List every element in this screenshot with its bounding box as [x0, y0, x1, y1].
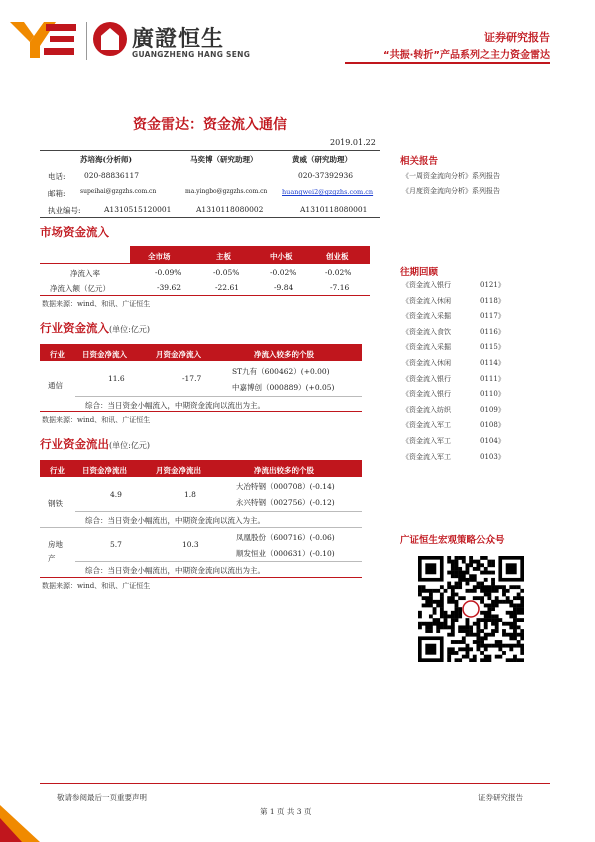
- inflow-table-header: [40, 344, 362, 361]
- market-col-main: 主板: [216, 252, 231, 261]
- history-item-date[interactable]: 0111》: [480, 374, 505, 383]
- title-rule: [40, 150, 380, 151]
- market-row-label: 净流入率: [70, 269, 100, 278]
- history-item-name[interactable]: 《资金流入采掘: [402, 343, 451, 352]
- outflow-monthly: 1.8: [184, 490, 196, 499]
- history-item-name[interactable]: 《资金流入军工: [402, 437, 451, 445]
- inflow-unit: (单位:亿元): [109, 325, 150, 334]
- outflow-title-text: 行业资金流出: [40, 437, 109, 451]
- history-item-date[interactable]: 0116》: [480, 327, 505, 336]
- outflow-col-stocks: 净流出较多的个股: [254, 466, 314, 475]
- outflow-stock: 凤凰股份（600716）(-0.06): [236, 533, 335, 542]
- history-item-date[interactable]: 0121》: [480, 281, 505, 289]
- outflow-stock: 大冶特钢（000708）(-0.14): [236, 482, 335, 491]
- phone-label: 电话:: [48, 172, 66, 181]
- history-item-date[interactable]: 0110》: [480, 390, 505, 399]
- company-seal-icon: [93, 22, 127, 56]
- inflow-source: 数据来源：wind、和讯、广证恒生: [42, 416, 151, 424]
- history-item-date[interactable]: 0117》: [480, 312, 505, 321]
- market-col-sme: 中小板: [270, 252, 293, 261]
- market-cell: -9.84: [274, 283, 294, 292]
- history-item-date[interactable]: 0114》: [480, 359, 505, 367]
- inflow-col-daily: 日资金净流入: [82, 350, 127, 359]
- inflow-row-rule: [75, 396, 362, 397]
- email-label: 邮箱:: [48, 189, 66, 198]
- market-bottom-rule: [40, 295, 370, 296]
- market-cell: -39.62: [157, 283, 182, 292]
- analyst-3-name: 黄威（研究助理）: [292, 155, 352, 164]
- outflow-section-title: [40, 436, 150, 452]
- market-col-gem: 创业板: [326, 252, 349, 261]
- related-reports-title: 相关报告: [400, 156, 439, 167]
- outflow-row-rule: [75, 561, 362, 562]
- history-item-date[interactable]: 0108》: [480, 421, 505, 430]
- inflow-col-stocks: 净流入较多的个股: [254, 350, 314, 359]
- market-table-header: [130, 246, 370, 263]
- outflow-stock: 永兴特钢（002756）(-0.12): [236, 498, 335, 507]
- analyst-3-phone: 020-37392936: [298, 171, 354, 180]
- analyst-3-email[interactable]: huangwei2@gzgzhs.com.cn: [282, 188, 374, 196]
- outflow-summary: 综合：当日资金小幅流出，中期资金流向以流出为主。: [85, 566, 265, 575]
- footer-disclaimer: 敬请参阅最后一页重要声明: [57, 793, 147, 802]
- market-cell: -0.05%: [213, 268, 240, 277]
- history-item-name[interactable]: 《资金流入采掘: [402, 312, 451, 321]
- footer-report-type: 证券研究报告: [478, 793, 523, 802]
- outflow-bottom-rule: [40, 577, 362, 578]
- market-cell: -22.61: [215, 283, 240, 292]
- history-item-name[interactable]: 《资金流入纺织: [402, 405, 451, 414]
- outflow-stock: 顺发恒业（000631）(-0.10): [236, 549, 335, 558]
- analyst-1-name: 苏培海(分析师): [80, 155, 133, 164]
- history-item-name[interactable]: 《资金流入军工: [402, 421, 451, 430]
- outflow-monthly: 10.3: [182, 540, 199, 549]
- analyst-1-email[interactable]: supeihai@gzgzhs.com.cn: [80, 188, 157, 195]
- history-item-name[interactable]: 《资金流入银行: [402, 390, 451, 399]
- market-row-label: 净流入额（亿元）: [50, 284, 110, 293]
- history-item-date[interactable]: 0109》: [480, 405, 505, 414]
- inflow-col-monthly: 月资金净流入: [156, 350, 201, 359]
- inflow-stock: ST九有（600462）(+0.00): [232, 367, 330, 376]
- market-cell: -7.16: [330, 283, 350, 292]
- inflow-daily: 11.6: [108, 374, 125, 383]
- history-item-date[interactable]: 0118》: [480, 296, 505, 305]
- market-col-all: 全市场: [148, 252, 171, 261]
- outflow-industry: 房地产: [48, 540, 63, 563]
- history-item-name[interactable]: 《资金流入军工: [402, 452, 451, 461]
- history-item-date[interactable]: 0104》: [480, 437, 505, 445]
- inflow-summary: 综合：当日资金小幅流入，中期资金流向以流出为主。: [85, 401, 265, 410]
- market-cell: -0.09%: [155, 268, 182, 277]
- report-date: 2019.01.22: [330, 138, 376, 147]
- brand-name-en: GUANGZHENG HANG SENG: [132, 50, 251, 59]
- analyst-1-phone: 020-88836117: [84, 171, 140, 180]
- wechat-title: 广证恒生宏观策略公众号: [400, 535, 505, 546]
- report-series: “共振·转折”产品系列之主力资金雷达: [383, 50, 550, 61]
- history-title: 往期回顾: [400, 267, 439, 278]
- footer-divider: [40, 783, 550, 784]
- page-number: 第 1 页 共 3 页: [260, 807, 312, 816]
- history-item-name[interactable]: 《资金流入银行: [402, 374, 451, 383]
- inflow-col-industry: 行业: [50, 350, 65, 359]
- outflow-col-monthly: 月资金净流出: [156, 466, 201, 475]
- outflow-daily: 4.9: [110, 490, 122, 499]
- inflow-stock: 中嘉博创（000889）(+0.05): [232, 383, 335, 392]
- analyst-2-name: 马奕博（研究助理）: [190, 155, 258, 164]
- header-divider: [345, 62, 550, 64]
- ye-logo-icon: [10, 18, 80, 60]
- history-item-name[interactable]: 《资金流入休闲: [402, 296, 451, 305]
- history-item-name[interactable]: 《资金流入银行: [402, 281, 451, 289]
- market-header-rule: [40, 263, 370, 264]
- market-cell: -0.02%: [270, 268, 297, 277]
- history-item-name[interactable]: 《资金流入食饮: [402, 327, 451, 336]
- analyst-3-license: A1310118080001: [300, 205, 368, 214]
- outflow-table-header: [40, 460, 362, 477]
- inflow-industry: 通信: [48, 381, 63, 390]
- report-type: 证券研究报告: [484, 31, 550, 44]
- market-source: 数据来源：wind、和讯、广证恒生: [42, 300, 151, 308]
- analyst-2-email[interactable]: ma.yingbo@gzgzhs.com.cn: [185, 188, 268, 195]
- inflow-section-title: [40, 320, 150, 336]
- history-item-name[interactable]: 《资金流入休闲: [402, 359, 451, 367]
- analyst-2-license: A1310118080002: [196, 205, 264, 214]
- outflow-industry: 钢铁: [48, 499, 63, 508]
- analyst-rule: [40, 217, 380, 218]
- outflow-row-rule: [75, 511, 362, 512]
- history-item-date[interactable]: 0115》: [480, 343, 505, 352]
- outflow-daily: 5.7: [110, 540, 122, 549]
- outflow-unit: (单位:亿元): [109, 441, 150, 450]
- analyst-1-license: A1310515120001: [104, 205, 172, 214]
- outflow-col-industry: 行业: [50, 466, 65, 475]
- inflow-monthly: -17.7: [182, 374, 202, 383]
- market-cell: -0.02%: [325, 268, 352, 277]
- wechat-qr-code[interactable]: [418, 556, 524, 662]
- outflow-source: 数据来源：wind、和讯、广证恒生: [42, 582, 151, 590]
- market-section-title: 市场资金流入: [40, 225, 109, 239]
- outflow-col-daily: 日资金净流出: [82, 466, 127, 475]
- license-label: 执业编号:: [48, 206, 81, 215]
- page-title: 资金雷达：资金流入通信: [133, 117, 287, 133]
- history-item-date[interactable]: 0103》: [480, 452, 505, 461]
- inflow-title-text: 行业资金流入: [40, 321, 109, 335]
- logo-divider: [86, 22, 87, 60]
- brand-name: 廣證恒生: [132, 27, 225, 52]
- outflow-row-divider: [40, 527, 362, 528]
- related-report-link[interactable]: 《一周资金流向分析》系列报告: [402, 172, 500, 180]
- inflow-bottom-rule: [40, 411, 362, 412]
- related-report-link[interactable]: 《月度资金流向分析》系列报告: [402, 187, 500, 195]
- outflow-summary: 综合：当日资金小幅流出，中期资金流向以流入为主。: [85, 516, 265, 525]
